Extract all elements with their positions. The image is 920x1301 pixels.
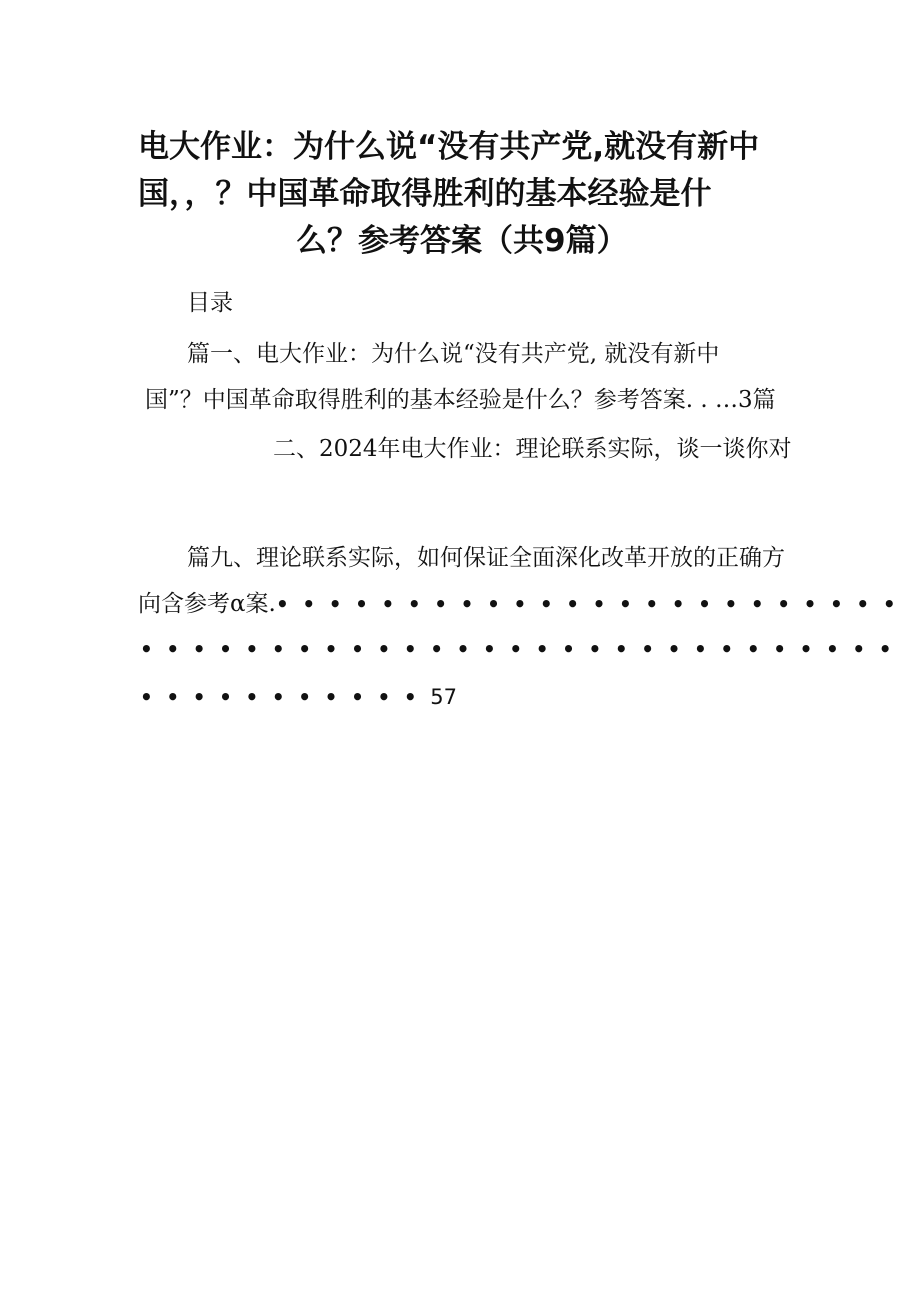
toc-entry-9-leader-dots-2: ••••••••••••••••••••••••••••• <box>140 637 906 661</box>
title-line-1: 电大作业：为什么说“没有共产党,就没有新中 <box>138 129 760 165</box>
toc-heading: 目录 <box>187 290 233 316</box>
toc-entry-9-leader-dots-3 <box>140 682 457 712</box>
toc-entry-9-page-number: 57 <box>430 685 457 709</box>
toc-entry-1-line-1[interactable]: 篇一、电大作业：为什么说“没有共产党, 就没有新中 <box>187 341 720 367</box>
title-line-3: 么？参考答案（共9篇） <box>296 223 628 259</box>
toc-entry-9-line-2[interactable]: 向含参考α案. <box>138 591 276 617</box>
toc-entry-2-line-1[interactable]: 二、2024年电大作业：理论联系实际，谈一谈你对 <box>273 436 792 462</box>
toc-entry-9-line-1[interactable]: 篇九、理论联系实际，如何保证全面深化改革开放的正确方 <box>187 545 785 571</box>
toc-entry-9-leader-dots: •••••••••••••••••••••••• <box>276 592 910 616</box>
title-line-2: 国，，？中国革命取得胜利的基本经验是什 <box>138 176 712 212</box>
toc-entry-9-leader-dots-3-text: ••••••••••• <box>140 685 431 709</box>
document-title <box>138 124 788 265</box>
toc-entry-1-line-2[interactable]: 国”？中国革命取得胜利的基本经验是什么？参考答案. . …3篇 <box>145 387 776 413</box>
